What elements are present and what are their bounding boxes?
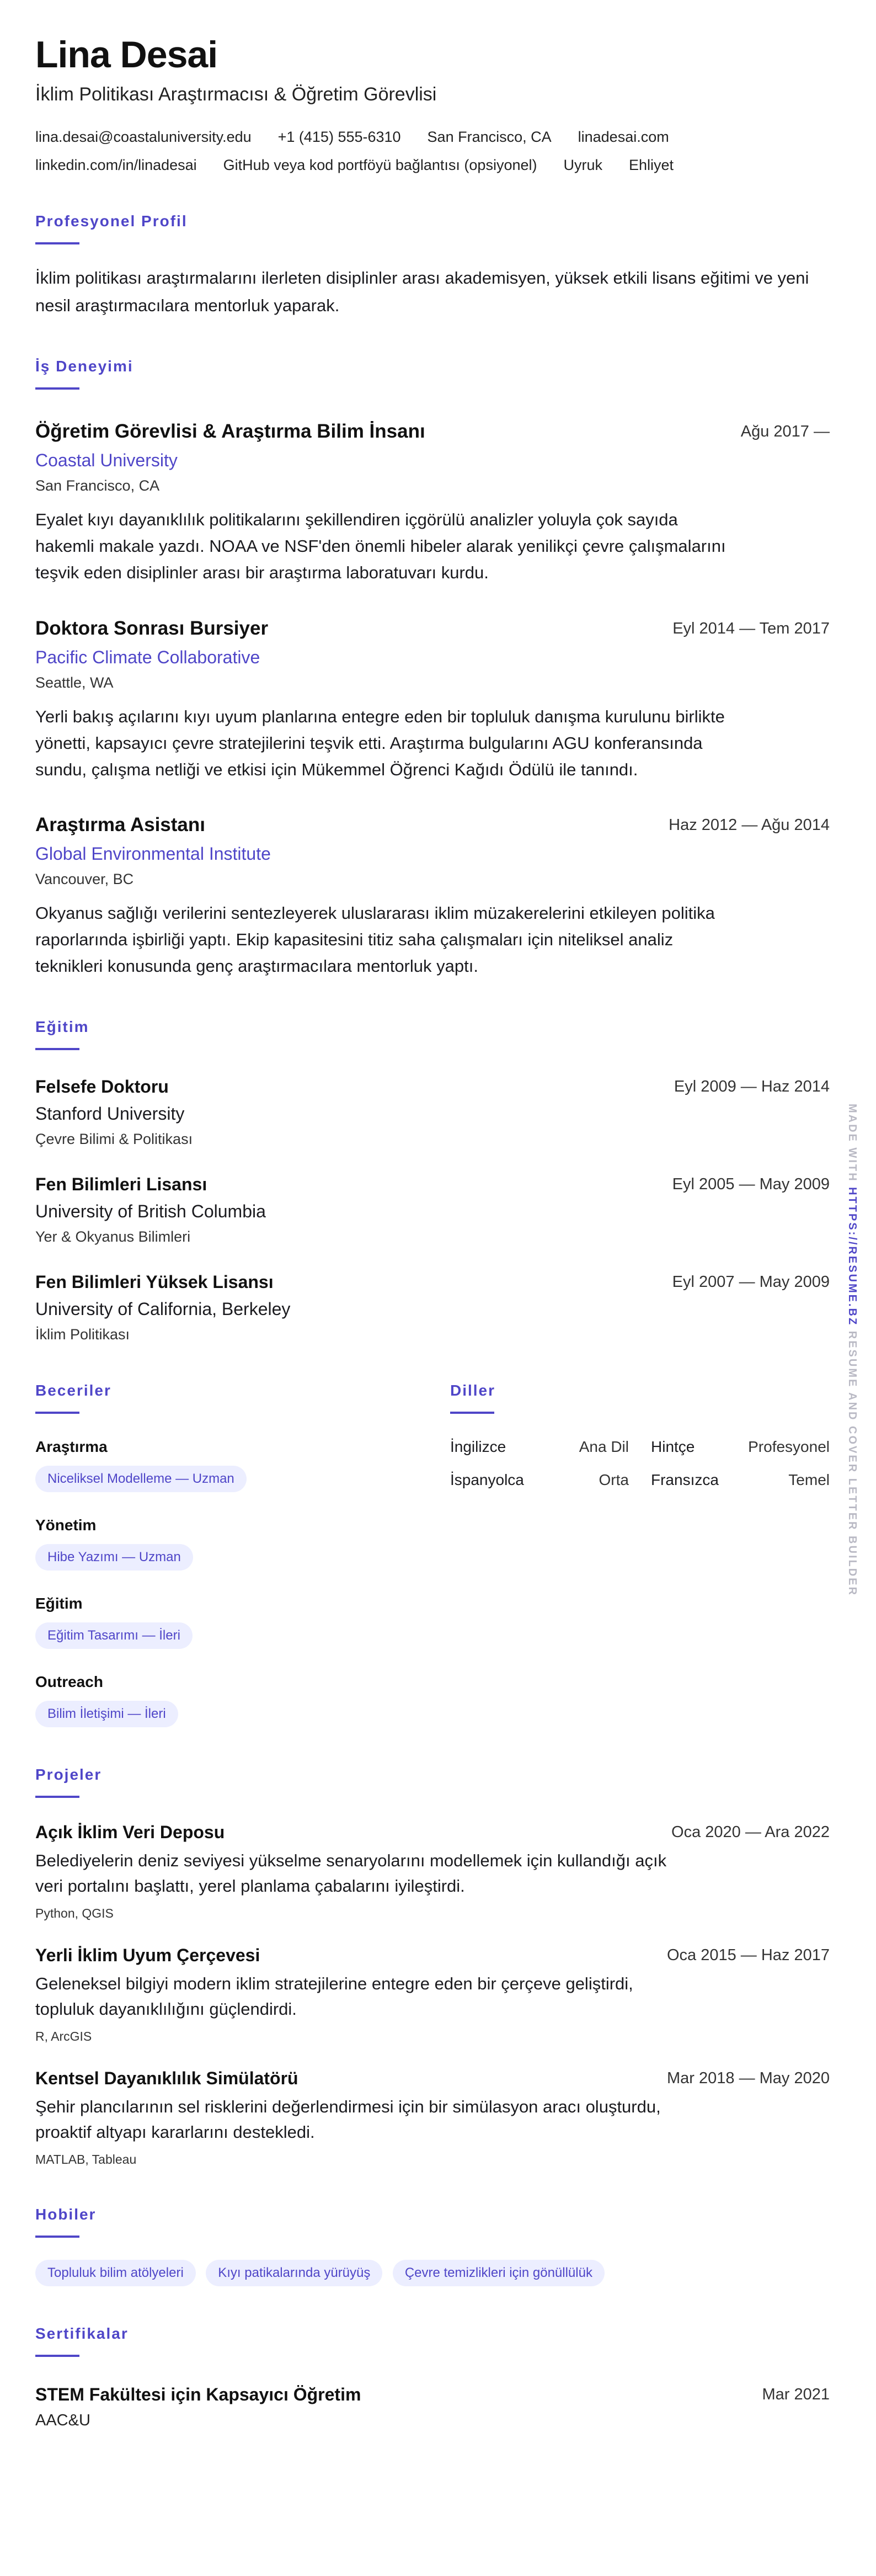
hobby-chip: Kıyı patikalarında yürüyüş — [206, 2260, 382, 2286]
section-title: Projeler — [35, 1765, 102, 1783]
section-divider — [450, 1412, 494, 1414]
experience-entry — [35, 814, 830, 980]
skill-group — [35, 1516, 450, 1571]
contact-email[interactable]: lina.desai@coastaluniversity.edu — [35, 129, 252, 146]
project-date: Mar 2018 — May 2020 — [667, 2069, 830, 2087]
candidate-name: Lina Desai — [35, 34, 218, 76]
watermark-prefix: MADE WITH — [846, 1104, 858, 1188]
watermark-suffix: RESUME AND COVER LETTER BUILDER — [846, 1326, 858, 1596]
skill-group — [35, 1438, 450, 1492]
hobby-list — [35, 2254, 830, 2286]
contact-license: Ehliyet — [629, 157, 674, 174]
language-name: Hintçe — [651, 1438, 695, 1455]
section-title: Hobiler — [35, 2205, 97, 2223]
job-title: Öğretim Görevlisi & Araştırma Bilim İnsanı — [35, 421, 425, 443]
section-title: Profesyonel Profil — [35, 212, 188, 230]
language-item — [651, 1471, 830, 1489]
experience-section — [35, 358, 830, 979]
education-section — [35, 1018, 830, 1343]
project-name: Kentsel Dayanıklılık Simülatörü — [35, 2068, 298, 2088]
watermark — [846, 1104, 869, 1596]
languages-section — [450, 1382, 830, 1727]
candidate-headline: İklim Politikası Araştırmacısı & Öğretim Görevlisi — [35, 84, 437, 105]
project-tech: R, ArcGIS — [35, 2029, 92, 2043]
profile-summary: İklim politikası araştırmalarını ilerleten disiplinler arası akademisyen, yüksek etkili lisans eğitimi ve yeni nesil araştırmacılara mentorluk yaparak. — [35, 268, 809, 315]
certification-name: STEM Fakültesi için Kapsayıcı Öğretim — [35, 2384, 361, 2404]
job-description: Yerli bakış açılarını kıyı uyum planlarına entegre eden bir topluluk danışma kurulunu birlikte yönetti, kapsayıcı çevre stratejilerini teşvik etti. Araştırma bulgularını AGU konferansında sundu, çalışma netliği ve etkisi için Mükemmel Öğrenci Kağıdı Ödülü ile tanındı. — [35, 706, 725, 779]
language-level: Ana Dil — [579, 1438, 629, 1455]
language-item — [450, 1471, 629, 1489]
skill-category: Araştırma — [35, 1438, 108, 1455]
job-location: San Francisco, CA — [35, 477, 160, 494]
job-date: Ağu 2017 — — [740, 423, 830, 441]
section-title: Sertifikalar — [35, 2324, 129, 2342]
hobbies-section — [35, 2206, 830, 2286]
project-date: Oca 2020 — Ara 2022 — [671, 1823, 830, 1841]
skill-group — [35, 1673, 450, 1727]
section-title: Eğitim — [35, 1018, 89, 1035]
skill-chip: Bilim İletişimi — İleri — [35, 1701, 178, 1727]
job-description: Eyalet kıyı dayanıklılık politikalarını şekillendiren içgörülü analizler yoluyla çok sayıda hakemli makale yazdı. NOAA ve NSF'den önemli hibeler alarak yenilikçi çevre çalışmalarını teşvik eden disiplinler arası bir araştırma laboratuvarı kurdu. — [35, 510, 726, 583]
language-name: Fransızca — [651, 1471, 719, 1488]
section-divider — [35, 2236, 79, 2238]
education-entry — [35, 1077, 830, 1148]
skill-chip: Hibe Yazımı — Uzman — [35, 1544, 193, 1571]
skills-section — [35, 1382, 450, 1727]
education-entry — [35, 1272, 830, 1343]
contact-nationality: Uyruk — [563, 157, 602, 174]
experience-entry — [35, 618, 830, 783]
language-item — [651, 1438, 830, 1456]
section-title: İş Deneyimi — [35, 358, 133, 375]
project-tech: Python, QGIS — [35, 1906, 114, 1920]
resume-page — [35, 0, 830, 2430]
section-divider — [35, 387, 79, 390]
skill-category: Eğitim — [35, 1594, 83, 1612]
job-location: Seattle, WA — [35, 674, 114, 691]
job-company: Coastal University — [35, 450, 178, 471]
education-entry — [35, 1174, 830, 1246]
section-divider — [35, 242, 79, 244]
education-date: Eyl 2007 — May 2009 — [672, 1273, 830, 1291]
contact-github[interactable]: GitHub veya kod portföyü bağlantısı (opsiyonel) — [223, 157, 537, 174]
certification-entry — [35, 2385, 830, 2430]
skill-category: Yönetim — [35, 1516, 97, 1534]
section-divider — [35, 1048, 79, 1050]
contact-location: San Francisco, CA — [427, 129, 552, 146]
education-date: Eyl 2005 — May 2009 — [672, 1175, 830, 1193]
job-date: Haz 2012 — Ağu 2014 — [669, 816, 830, 834]
job-title: Doktora Sonrası Bursiyer — [35, 617, 269, 639]
project-entry — [35, 2068, 830, 2167]
job-description: Okyanus sağlığı verilerini sentezleyerek uluslararası iklim müzakerelerini etkileyen politika raporlarında işbirliği yaptı. Ekip kapasitesini titiz saha çalışmaları için niteliksel analiz teknikleri konusunda genç araştırmacılara mentorluk yaptı. — [35, 903, 715, 976]
language-item — [450, 1438, 629, 1456]
certification-issuer: AAC&U — [35, 2411, 90, 2429]
project-name: Yerli İklim Uyum Çerçevesi — [35, 1945, 260, 1965]
education-degree: Fen Bilimleri Lisansı — [35, 1174, 207, 1194]
watermark-link[interactable]: HTTPS://RESUME.BZ — [846, 1187, 858, 1327]
education-field: İklim Politikası — [35, 1326, 130, 1343]
certifications-section — [35, 2325, 830, 2430]
language-list — [450, 1438, 830, 1489]
section-divider — [35, 1796, 79, 1798]
education-degree: Fen Bilimleri Yüksek Lisansı — [35, 1271, 274, 1292]
education-field: Yer & Okyanus Bilimleri — [35, 1228, 191, 1245]
section-title: Beceriler — [35, 1381, 111, 1399]
language-level: Temel — [788, 1471, 830, 1488]
skill-category: Outreach — [35, 1673, 103, 1690]
contact-website[interactable]: linadesai.com — [578, 129, 669, 146]
watermark-text — [846, 1104, 858, 1596]
project-name: Açık İklim Veri Deposu — [35, 1822, 225, 1842]
education-school: Stanford University — [35, 1103, 185, 1124]
language-name: İspanyolca — [450, 1471, 524, 1488]
job-date: Eyl 2014 — Tem 2017 — [672, 619, 830, 637]
hobby-chip: Topluluk bilim atölyeleri — [35, 2260, 196, 2286]
language-level: Orta — [599, 1471, 629, 1488]
project-entry — [35, 1945, 830, 2044]
section-title: Diller — [450, 1381, 496, 1399]
projects-section — [35, 1766, 830, 2167]
certification-date: Mar 2021 — [762, 2385, 830, 2403]
hobby-chip: Çevre temizlikleri için gönüllülük — [393, 2260, 605, 2286]
section-divider — [35, 2355, 79, 2357]
skill-chip: Eğitim Tasarımı — İleri — [35, 1622, 193, 1649]
education-field: Çevre Bilimi & Politikası — [35, 1130, 193, 1147]
language-level: Profesyonel — [748, 1438, 830, 1455]
contact-linkedin[interactable]: linkedin.com/in/linadesai — [35, 157, 197, 174]
skill-group — [35, 1595, 450, 1649]
job-company: Pacific Climate Collaborative — [35, 647, 260, 667]
project-description: Şehir plancılarının sel risklerini değerlendirmesi için bir simülasyon aracı oluşturdu, proaktif altyapı kararlarını destekledi. — [35, 2096, 661, 2142]
profile-section — [35, 212, 830, 319]
skills-languages-row — [35, 1382, 830, 1727]
education-school: University of California, Berkeley — [35, 1298, 291, 1319]
education-date: Eyl 2009 — Haz 2014 — [674, 1077, 830, 1095]
job-company: Global Environmental Institute — [35, 843, 271, 864]
skill-chip: Niceliksel Modelleme — Uzman — [35, 1466, 247, 1492]
contact-list — [35, 129, 774, 174]
project-tech: MATLAB, Tableau — [35, 2152, 137, 2167]
job-location: Vancouver, BC — [35, 870, 134, 887]
section-divider — [35, 1412, 79, 1414]
job-title: Araştırma Asistanı — [35, 813, 205, 835]
education-school: University of British Columbia — [35, 1201, 266, 1221]
project-entry — [35, 1822, 830, 1921]
education-degree: Felsefe Doktoru — [35, 1076, 169, 1097]
experience-entry — [35, 421, 830, 586]
project-description: Belediyelerin deniz seviyesi yükselme senaryolarını modellemek için kullandığı açık veri portalını başlattı, yerel planlama çabalarını iyileştirdi. — [35, 1850, 667, 1896]
project-description: Geleneksel bilgiyi modern iklim stratejilerine entegre eden bir çerçeve geliştirdi, topluluk dayanıklılığını güçlendirdi. — [35, 1973, 633, 2019]
contact-phone[interactable]: +1 (415) 555-6310 — [277, 129, 401, 146]
project-date: Oca 2015 — Haz 2017 — [666, 1946, 830, 1964]
language-name: İngilizce — [450, 1438, 506, 1455]
